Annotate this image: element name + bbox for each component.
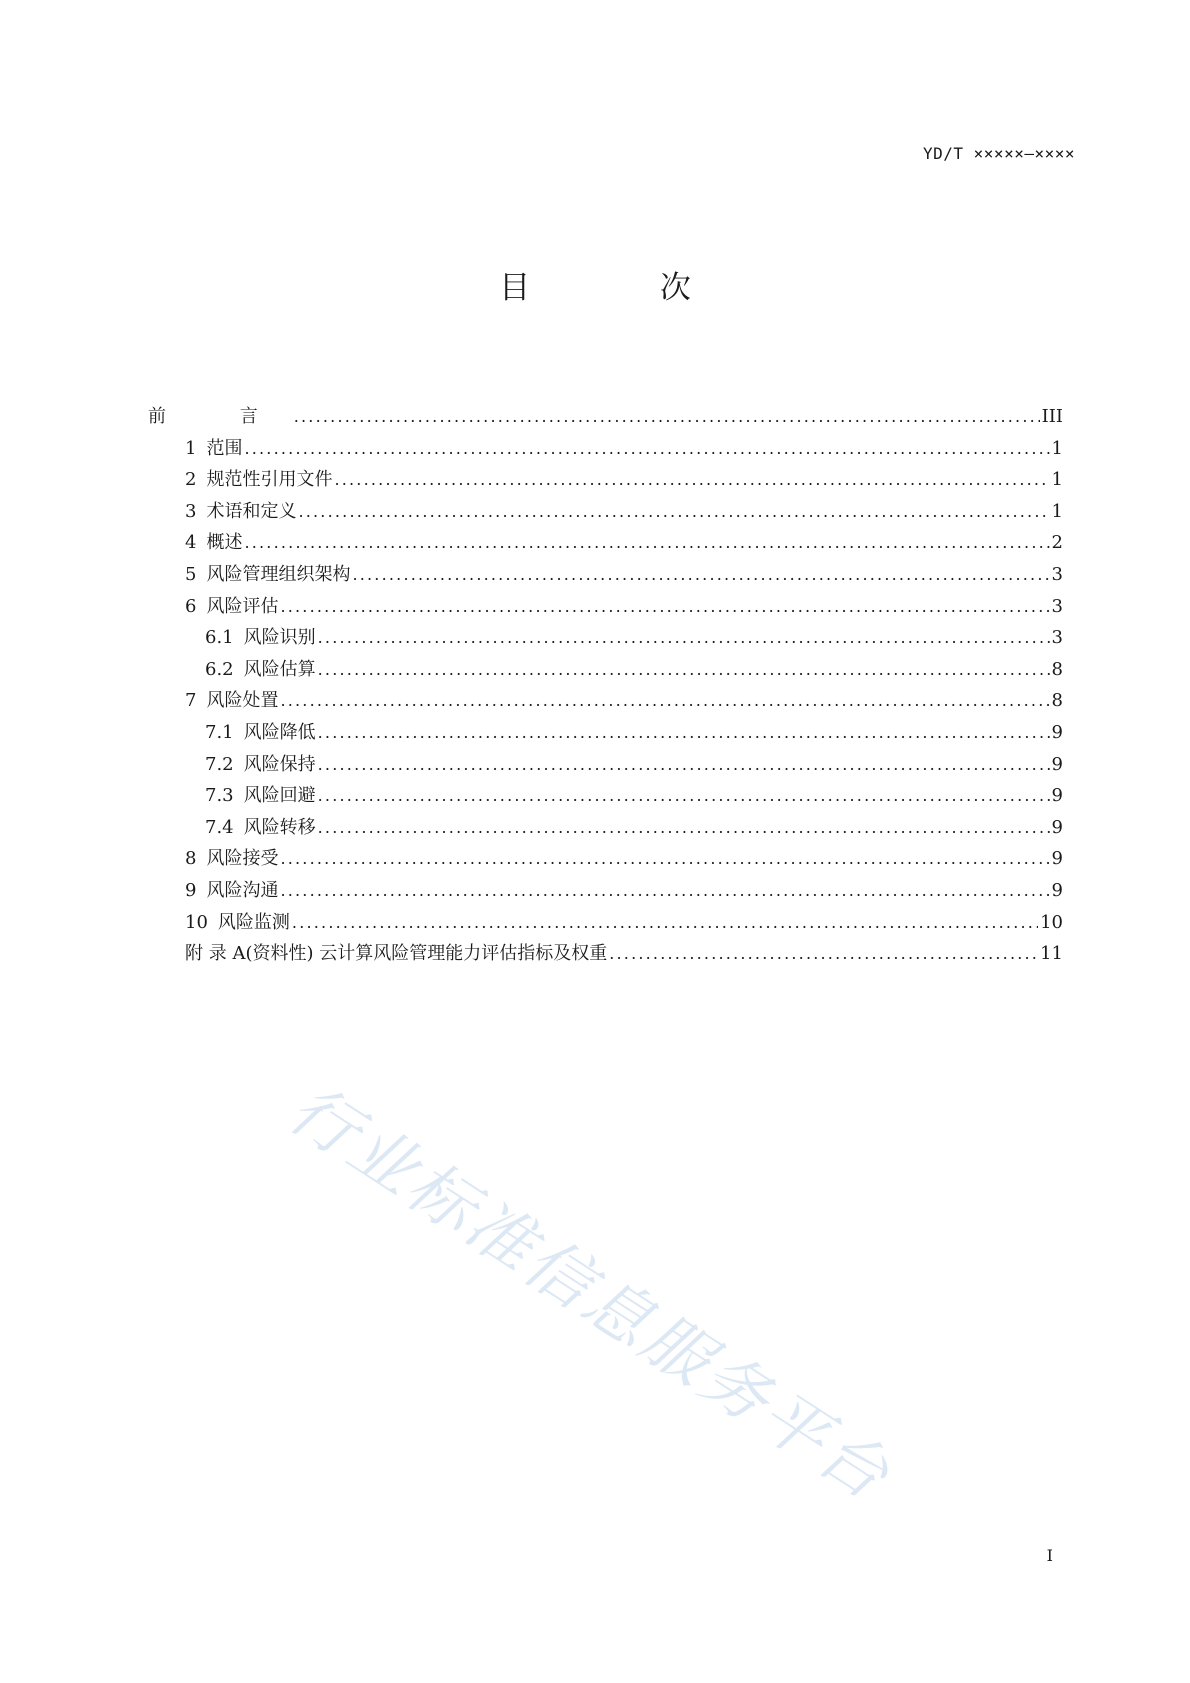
toc-entry[interactable] <box>148 750 1063 782</box>
toc-entry-label: 风险管理组织架构 <box>206 563 351 585</box>
toc-entry[interactable] <box>148 939 1063 971</box>
toc-entry[interactable] <box>148 655 1063 687</box>
toc-entry-page: 9 <box>1051 785 1063 807</box>
toc-entry-label: 风险降低 <box>243 721 316 743</box>
toc-entry-number: 7.4 <box>205 816 234 838</box>
toc-entry-number: 8 <box>185 848 197 870</box>
toc-leader-dots <box>318 628 1050 647</box>
toc-entry-label: 风险监测 <box>217 911 290 933</box>
toc-entry-number: 7 <box>185 690 197 712</box>
toc-entry[interactable] <box>148 497 1063 529</box>
toc-entry-label: 风险评估 <box>206 595 279 617</box>
toc-leader-dots <box>352 565 1049 584</box>
toc-entry-number: 7.2 <box>205 753 234 775</box>
toc-entry-page: 9 <box>1051 721 1063 743</box>
toc-entry-number: 6.2 <box>205 658 234 680</box>
toc-entry-label: 附 录 A(资料性) 云计算风险管理能力评估指标及权重 <box>185 943 608 965</box>
toc-entry-number: 10 <box>185 911 208 933</box>
toc-entry-label: 术语和定义 <box>206 500 297 522</box>
toc-entry-label: 风险转移 <box>243 816 316 838</box>
toc-leader-dots <box>280 597 1049 616</box>
toc-entry-label: 前 言 <box>148 406 292 427</box>
toc-entry[interactable] <box>148 528 1063 560</box>
toc-entry-label: 风险识别 <box>243 627 316 649</box>
toc-leader-dots <box>318 818 1050 837</box>
toc-entry-number: 3 <box>185 500 197 522</box>
toc-entry-number: 7.3 <box>205 785 234 807</box>
toc-leader-dots <box>292 913 1038 932</box>
toc-entry-number: 4 <box>185 532 197 554</box>
toc-entry-page: III <box>1041 406 1063 427</box>
toc-entry[interactable] <box>148 623 1063 655</box>
toc-entry[interactable] <box>148 844 1063 876</box>
toc-entry-number: 7.1 <box>205 721 234 743</box>
toc-entry-number: 6.1 <box>205 627 234 649</box>
toc-leader-dots <box>609 944 1038 963</box>
toc-entry[interactable] <box>148 813 1063 845</box>
toc-entry-page: 1 <box>1051 500 1063 522</box>
standard-code: YD/T ×××××—×××× <box>923 144 1075 163</box>
toc-entry[interactable] <box>148 718 1063 750</box>
toc-entry-label: 风险保持 <box>243 753 316 775</box>
page-number: I <box>1046 1546 1053 1565</box>
toc-entry-page: 1 <box>1051 469 1063 491</box>
toc-entry[interactable] <box>148 434 1063 466</box>
toc-entry[interactable] <box>148 908 1063 940</box>
toc-entry-label: 概述 <box>206 532 243 554</box>
toc-entry-page: 9 <box>1051 753 1063 775</box>
toc-entry-label: 规范性引用文件 <box>206 469 333 491</box>
toc-leader-dots <box>244 533 1049 552</box>
toc-entry-page: 9 <box>1051 816 1063 838</box>
toc-entry[interactable] <box>148 781 1063 813</box>
toc-entry-page: 8 <box>1051 658 1063 680</box>
toc-entry-number: 6 <box>185 595 197 617</box>
toc-entry-page: 8 <box>1051 690 1063 712</box>
toc-entry-page: 10 <box>1040 911 1063 933</box>
toc-entry-label: 范围 <box>206 437 243 459</box>
toc-entry-label: 风险沟通 <box>206 879 279 901</box>
toc-entry[interactable] <box>148 686 1063 718</box>
toc-leader-dots <box>334 470 1049 489</box>
page-title: 目 次 <box>499 270 751 306</box>
toc-entry[interactable] <box>148 592 1063 624</box>
toc-leader-dots <box>318 786 1050 805</box>
toc-leader-dots <box>294 407 1040 426</box>
toc-leader-dots <box>318 755 1050 774</box>
toc-leader-dots <box>244 439 1049 458</box>
toc-entry-number: 2 <box>185 469 197 491</box>
toc-entry-page: 9 <box>1051 879 1063 901</box>
toc-entry[interactable] <box>148 465 1063 497</box>
toc-entry[interactable] <box>148 876 1063 908</box>
toc-entry-label: 风险处置 <box>206 690 279 712</box>
toc-entry-number: 5 <box>185 563 197 585</box>
toc-leader-dots <box>280 881 1049 900</box>
toc-entry-page: 3 <box>1051 627 1063 649</box>
table-of-contents <box>148 402 1063 971</box>
toc-entry-page: 11 <box>1040 943 1063 965</box>
toc-entry-page: 1 <box>1051 437 1063 459</box>
toc-entry-page: 9 <box>1051 848 1063 870</box>
toc-entry-page: 3 <box>1051 563 1063 585</box>
toc-leader-dots <box>318 723 1050 742</box>
watermark: 行业标准信息服务平台 <box>275 1070 905 1517</box>
toc-leader-dots <box>280 849 1049 868</box>
toc-leader-dots <box>318 660 1050 679</box>
toc-entry-number: 1 <box>185 437 197 459</box>
toc-leader-dots <box>298 502 1049 521</box>
toc-entry-number: 9 <box>185 879 197 901</box>
toc-leader-dots <box>280 691 1049 710</box>
toc-entry[interactable] <box>148 560 1063 592</box>
toc-entry-label: 风险回避 <box>243 785 316 807</box>
toc-entry-label: 风险估算 <box>243 658 316 680</box>
toc-entry[interactable] <box>148 402 1063 434</box>
toc-entry-page: 3 <box>1051 595 1063 617</box>
toc-entry-page: 2 <box>1051 532 1063 554</box>
toc-entry-label: 风险接受 <box>206 848 279 870</box>
